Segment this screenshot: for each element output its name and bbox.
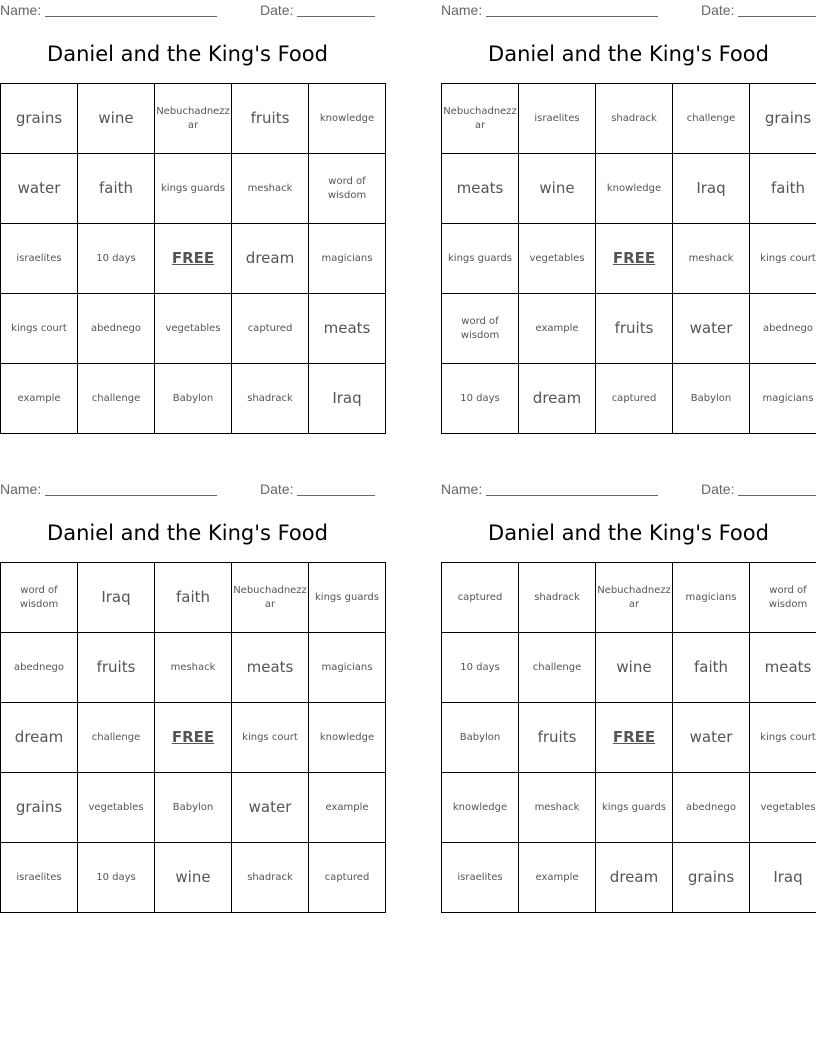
bingo-cell: challenge	[519, 633, 596, 703]
bingo-cell: shadrack	[596, 84, 673, 154]
bingo-cell: abednego	[1, 633, 78, 703]
card-title: Daniel and the King's Food	[488, 521, 769, 545]
bingo-cell: abednego	[78, 294, 155, 364]
bingo-cell: 10 days	[78, 843, 155, 913]
bingo-cell: captured	[596, 364, 673, 434]
name-label: Name:	[0, 481, 42, 497]
bingo-cell: example	[1, 364, 78, 434]
date-label: Date:	[701, 2, 735, 18]
bingo-cell: shadrack	[232, 843, 309, 913]
bingo-cell: dream	[1, 703, 78, 773]
bingo-cell: faith	[673, 633, 750, 703]
bingo-cell: vegetables	[750, 773, 816, 843]
bingo-grid	[441, 562, 816, 913]
bingo-cell: grains	[673, 843, 750, 913]
bingo-cell: water	[1, 154, 78, 224]
bingo-cell: grains	[750, 84, 816, 154]
bingo-cell: shadrack	[519, 563, 596, 633]
bingo-cell: challenge	[673, 84, 750, 154]
bingo-cell: captured	[309, 843, 386, 913]
bingo-cell: meats	[232, 633, 309, 703]
bingo-cell: grains	[1, 773, 78, 843]
bingo-cell: word of wisdom	[442, 294, 519, 364]
bingo-cell: dream	[519, 364, 596, 434]
bingo-cell: kings guards	[596, 773, 673, 843]
bingo-cell: Babylon	[155, 364, 232, 434]
bingo-cell: vegetables	[155, 294, 232, 364]
name-line	[486, 495, 658, 496]
bingo-cell: captured	[442, 563, 519, 633]
date-label: Date:	[260, 2, 294, 18]
free-space: FREE	[596, 703, 673, 773]
bingo-cell: abednego	[673, 773, 750, 843]
bingo-cell: knowledge	[309, 703, 386, 773]
bingo-cell: magicians	[750, 364, 816, 434]
bingo-cell: challenge	[78, 703, 155, 773]
bingo-cell: dream	[232, 224, 309, 294]
bingo-grid	[0, 83, 386, 434]
bingo-cell: magicians	[309, 633, 386, 703]
bingo-cell: 10 days	[78, 224, 155, 294]
bingo-cell: meshack	[519, 773, 596, 843]
bingo-cell: Iraq	[673, 154, 750, 224]
card-header	[441, 479, 816, 499]
bingo-cell: Babylon	[442, 703, 519, 773]
bingo-cell: Nebuchadnezzar	[155, 84, 232, 154]
bingo-cell: kings court	[750, 224, 816, 294]
bingo-cell: israelites	[1, 843, 78, 913]
bingo-grid	[441, 83, 816, 434]
bingo-cell: 10 days	[442, 364, 519, 434]
bingo-cell: abednego	[750, 294, 816, 364]
bingo-cell: meats	[750, 633, 816, 703]
bingo-cell: challenge	[78, 364, 155, 434]
free-space: FREE	[155, 224, 232, 294]
bingo-cell: kings guards	[155, 154, 232, 224]
bingo-cell: dream	[596, 843, 673, 913]
date-label: Date:	[260, 481, 294, 497]
bingo-cell: shadrack	[232, 364, 309, 434]
card-title: Daniel and the King's Food	[47, 521, 328, 545]
name-line	[45, 495, 217, 496]
bingo-cell: Iraq	[78, 563, 155, 633]
bingo-cell: knowledge	[442, 773, 519, 843]
bingo-cell: kings court	[232, 703, 309, 773]
bingo-cell: example	[309, 773, 386, 843]
bingo-cell: fruits	[596, 294, 673, 364]
bingo-cell: fruits	[232, 84, 309, 154]
name-label: Name:	[441, 481, 483, 497]
card-title: Daniel and the King's Food	[488, 42, 769, 66]
bingo-cell: grains	[1, 84, 78, 154]
bingo-cell: example	[519, 294, 596, 364]
card-title: Daniel and the King's Food	[47, 42, 328, 66]
bingo-cell: meshack	[673, 224, 750, 294]
name-line	[486, 16, 658, 17]
bingo-cell: meshack	[232, 154, 309, 224]
bingo-cell: Nebuchadnezzar	[596, 563, 673, 633]
bingo-cell: wine	[519, 154, 596, 224]
bingo-cell: israelites	[1, 224, 78, 294]
name-label: Name:	[441, 2, 483, 18]
bingo-cell: wine	[596, 633, 673, 703]
bingo-cell: vegetables	[78, 773, 155, 843]
bingo-cell: vegetables	[519, 224, 596, 294]
bingo-cell: fruits	[519, 703, 596, 773]
bingo-cell: israelites	[442, 843, 519, 913]
bingo-cell: wine	[155, 843, 232, 913]
free-space: FREE	[596, 224, 673, 294]
bingo-cell: kings guards	[442, 224, 519, 294]
date-line	[297, 16, 375, 17]
bingo-cell: captured	[232, 294, 309, 364]
bingo-cell: example	[519, 843, 596, 913]
bingo-cell: word of wisdom	[1, 563, 78, 633]
date-line	[738, 495, 816, 496]
bingo-cell: faith	[155, 563, 232, 633]
bingo-cell: water	[232, 773, 309, 843]
bingo-cell: kings guards	[309, 563, 386, 633]
date-line	[297, 495, 375, 496]
bingo-cell: israelites	[519, 84, 596, 154]
bingo-cell: knowledge	[596, 154, 673, 224]
bingo-cell: word of wisdom	[750, 563, 816, 633]
date-label: Date:	[701, 481, 735, 497]
bingo-cell: word of wisdom	[309, 154, 386, 224]
bingo-cell: Iraq	[309, 364, 386, 434]
bingo-cell: Babylon	[673, 364, 750, 434]
bingo-cell: Nebuchadnezzar	[232, 563, 309, 633]
bingo-cell: Iraq	[750, 843, 816, 913]
bingo-cell: water	[673, 294, 750, 364]
bingo-cell: Babylon	[155, 773, 232, 843]
bingo-cell: kings court	[1, 294, 78, 364]
card-header	[0, 479, 375, 499]
bingo-cell: meats	[309, 294, 386, 364]
bingo-cell: faith	[78, 154, 155, 224]
bingo-cell: water	[673, 703, 750, 773]
card-header	[0, 0, 375, 20]
name-label: Name:	[0, 2, 42, 18]
bingo-cell: fruits	[78, 633, 155, 703]
bingo-cell: kings court	[750, 703, 816, 773]
bingo-cell: 10 days	[442, 633, 519, 703]
bingo-cell: meats	[442, 154, 519, 224]
date-line	[738, 16, 816, 17]
free-space: FREE	[155, 703, 232, 773]
bingo-cell: Nebuchadnezzar	[442, 84, 519, 154]
bingo-cell: meshack	[155, 633, 232, 703]
bingo-cell: wine	[78, 84, 155, 154]
card-header	[441, 0, 816, 20]
bingo-cell: magicians	[309, 224, 386, 294]
bingo-cell: magicians	[673, 563, 750, 633]
name-line	[45, 16, 217, 17]
bingo-cell: knowledge	[309, 84, 386, 154]
bingo-cell: faith	[750, 154, 816, 224]
bingo-grid	[0, 562, 386, 913]
